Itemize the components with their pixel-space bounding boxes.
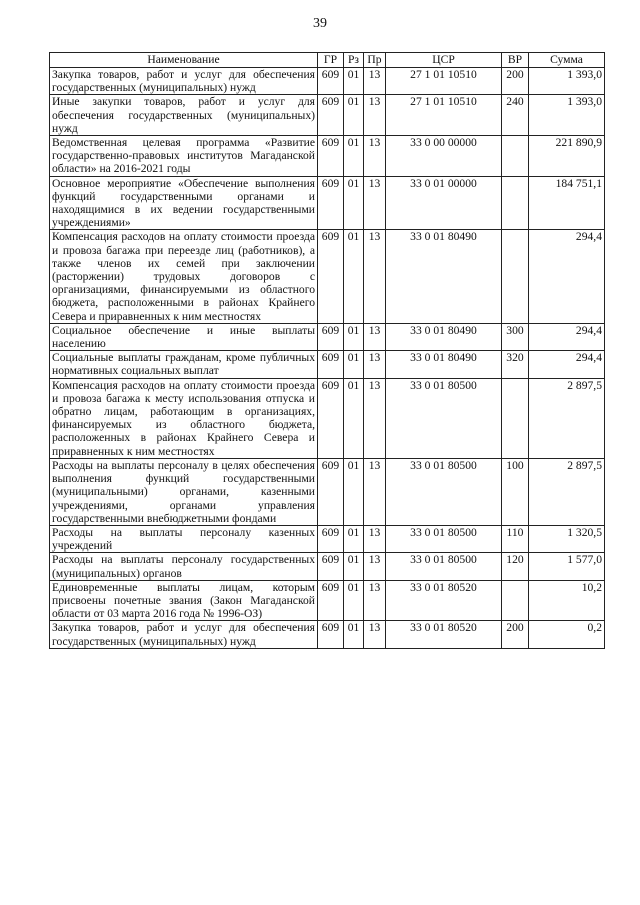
table-row xyxy=(50,136,605,177)
row-name: Закупка товаров, работ и услуг для обеспечения государственных (муниципальных) нужд xyxy=(50,68,318,95)
row-pr: 13 xyxy=(364,621,386,648)
table-header-row xyxy=(50,53,605,68)
header-vr: ВР xyxy=(502,53,529,68)
row-csr: 33 0 01 80500 xyxy=(386,458,502,525)
row-pr: 13 xyxy=(364,351,386,378)
row-name: Компенсация расходов на оплату стоимости проезда и провоза багажа при переезде лиц (работников), а также членов их семей при заключении (расторжении) трудовых договоров с организациями, финансируемыми из областного бюджета, расположенными в районах Крайнего Севера и приравненных к ним местностях xyxy=(50,230,318,323)
row-pr: 13 xyxy=(364,95,386,136)
row-sum: 294,4 xyxy=(529,351,605,378)
table-row xyxy=(50,68,605,95)
row-csr: 33 0 01 80520 xyxy=(386,621,502,648)
row-pr: 13 xyxy=(364,230,386,323)
table-row xyxy=(50,176,605,230)
row-rz: 01 xyxy=(344,553,364,580)
row-sum: 1 577,0 xyxy=(529,553,605,580)
header-csr: ЦСР xyxy=(386,53,502,68)
row-csr: 33 0 01 80490 xyxy=(386,323,502,350)
row-name: Социальное обеспечение и иные выплаты населению xyxy=(50,323,318,350)
row-vr: 200 xyxy=(502,621,529,648)
row-rz: 01 xyxy=(344,351,364,378)
header-sum: Сумма xyxy=(529,53,605,68)
row-name: Социальные выплаты гражданам, кроме публичных нормативных социальных выплат xyxy=(50,351,318,378)
row-rz: 01 xyxy=(344,95,364,136)
row-rz: 01 xyxy=(344,230,364,323)
page-number: 39 xyxy=(313,16,327,31)
row-gr: 609 xyxy=(318,230,344,323)
row-csr: 27 1 01 10510 xyxy=(386,68,502,95)
row-name: Расходы на выплаты персоналу государственных (муниципальных) органов xyxy=(50,553,318,580)
row-pr: 13 xyxy=(364,68,386,95)
row-csr: 33 0 01 80500 xyxy=(386,378,502,458)
header-name: Наименование xyxy=(50,53,318,68)
row-rz: 01 xyxy=(344,68,364,95)
row-pr: 13 xyxy=(364,525,386,552)
row-vr xyxy=(502,230,529,323)
row-name: Иные закупки товаров, работ и услуг для обеспечения государственных (муниципальных) нужд xyxy=(50,95,318,136)
row-csr: 33 0 01 00000 xyxy=(386,176,502,230)
row-sum: 1 393,0 xyxy=(529,68,605,95)
row-csr: 27 1 01 10510 xyxy=(386,95,502,136)
row-vr xyxy=(502,378,529,458)
row-pr: 13 xyxy=(364,458,386,525)
row-vr: 240 xyxy=(502,95,529,136)
table-row xyxy=(50,351,605,378)
row-rz: 01 xyxy=(344,525,364,552)
row-vr xyxy=(502,176,529,230)
header-gr: ГР xyxy=(318,53,344,68)
table-row xyxy=(50,378,605,458)
row-name: Единовременные выплаты лицам, которым присвоены почетные звания (Закон Магаданской области от 03 марта 2016 года № 1996-ОЗ) xyxy=(50,580,318,621)
table-row xyxy=(50,553,605,580)
row-gr: 609 xyxy=(318,136,344,177)
row-vr: 120 xyxy=(502,553,529,580)
table-row xyxy=(50,95,605,136)
row-sum: 294,4 xyxy=(529,323,605,350)
row-sum: 221 890,9 xyxy=(529,136,605,177)
row-rz: 01 xyxy=(344,378,364,458)
row-gr: 609 xyxy=(318,323,344,350)
table-row xyxy=(50,525,605,552)
row-name: Расходы на выплаты персоналу в целях обеспечения выполнения функций государственными (муниципальными) органами, казенными учреждениями, органами управления государственными внебюджетными фондами xyxy=(50,458,318,525)
row-vr: 320 xyxy=(502,351,529,378)
row-gr: 609 xyxy=(318,553,344,580)
row-vr: 300 xyxy=(502,323,529,350)
table-row xyxy=(50,230,605,323)
row-vr xyxy=(502,136,529,177)
row-rz: 01 xyxy=(344,580,364,621)
row-csr: 33 0 00 00000 xyxy=(386,136,502,177)
row-gr: 609 xyxy=(318,621,344,648)
row-name: Ведомственная целевая программа «Развитие государственно-правовых институтов Магаданской области» на 2016-2021 годы xyxy=(50,136,318,177)
row-pr: 13 xyxy=(364,323,386,350)
budget-table xyxy=(49,52,605,649)
row-csr: 33 0 01 80500 xyxy=(386,553,502,580)
row-sum: 1 320,5 xyxy=(529,525,605,552)
table-row xyxy=(50,458,605,525)
table-row xyxy=(50,323,605,350)
row-pr: 13 xyxy=(364,176,386,230)
row-name: Закупка товаров, работ и услуг для обеспечения государственных (муниципальных) нужд xyxy=(50,621,318,648)
row-sum: 0,2 xyxy=(529,621,605,648)
row-csr: 33 0 01 80490 xyxy=(386,230,502,323)
row-pr: 13 xyxy=(364,580,386,621)
row-pr: 13 xyxy=(364,378,386,458)
row-gr: 609 xyxy=(318,525,344,552)
row-rz: 01 xyxy=(344,176,364,230)
row-vr xyxy=(502,580,529,621)
row-gr: 609 xyxy=(318,458,344,525)
row-vr: 200 xyxy=(502,68,529,95)
row-pr: 13 xyxy=(364,553,386,580)
row-rz: 01 xyxy=(344,458,364,525)
table-row xyxy=(50,580,605,621)
row-name: Основное мероприятие «Обеспечение выполнения функций государственными органами и находящимися в их ведении государственными учреждениями» xyxy=(50,176,318,230)
row-gr: 609 xyxy=(318,378,344,458)
row-gr: 609 xyxy=(318,68,344,95)
row-csr: 33 0 01 80520 xyxy=(386,580,502,621)
row-sum: 184 751,1 xyxy=(529,176,605,230)
row-vr: 100 xyxy=(502,458,529,525)
row-gr: 609 xyxy=(318,95,344,136)
row-rz: 01 xyxy=(344,323,364,350)
row-sum: 1 393,0 xyxy=(529,95,605,136)
row-rz: 01 xyxy=(344,621,364,648)
row-gr: 609 xyxy=(318,580,344,621)
row-gr: 609 xyxy=(318,351,344,378)
row-csr: 33 0 01 80490 xyxy=(386,351,502,378)
row-name: Расходы на выплаты персоналу казенных учреждений xyxy=(50,525,318,552)
header-pr: Пр xyxy=(364,53,386,68)
row-csr: 33 0 01 80500 xyxy=(386,525,502,552)
table-row xyxy=(50,621,605,648)
row-name: Компенсация расходов на оплату стоимости проезда и провоза багажа к месту использования отпуска и обратно лицам, работающим в организациях, финансируемых из областного бюджета, расположенных в районах Крайнего Севера и приравненных к ним местностях xyxy=(50,378,318,458)
row-sum: 294,4 xyxy=(529,230,605,323)
row-vr: 110 xyxy=(502,525,529,552)
row-pr: 13 xyxy=(364,136,386,177)
row-sum: 10,2 xyxy=(529,580,605,621)
row-gr: 609 xyxy=(318,176,344,230)
row-sum: 2 897,5 xyxy=(529,458,605,525)
row-sum: 2 897,5 xyxy=(529,378,605,458)
header-rz: Рз xyxy=(344,53,364,68)
row-rz: 01 xyxy=(344,136,364,177)
